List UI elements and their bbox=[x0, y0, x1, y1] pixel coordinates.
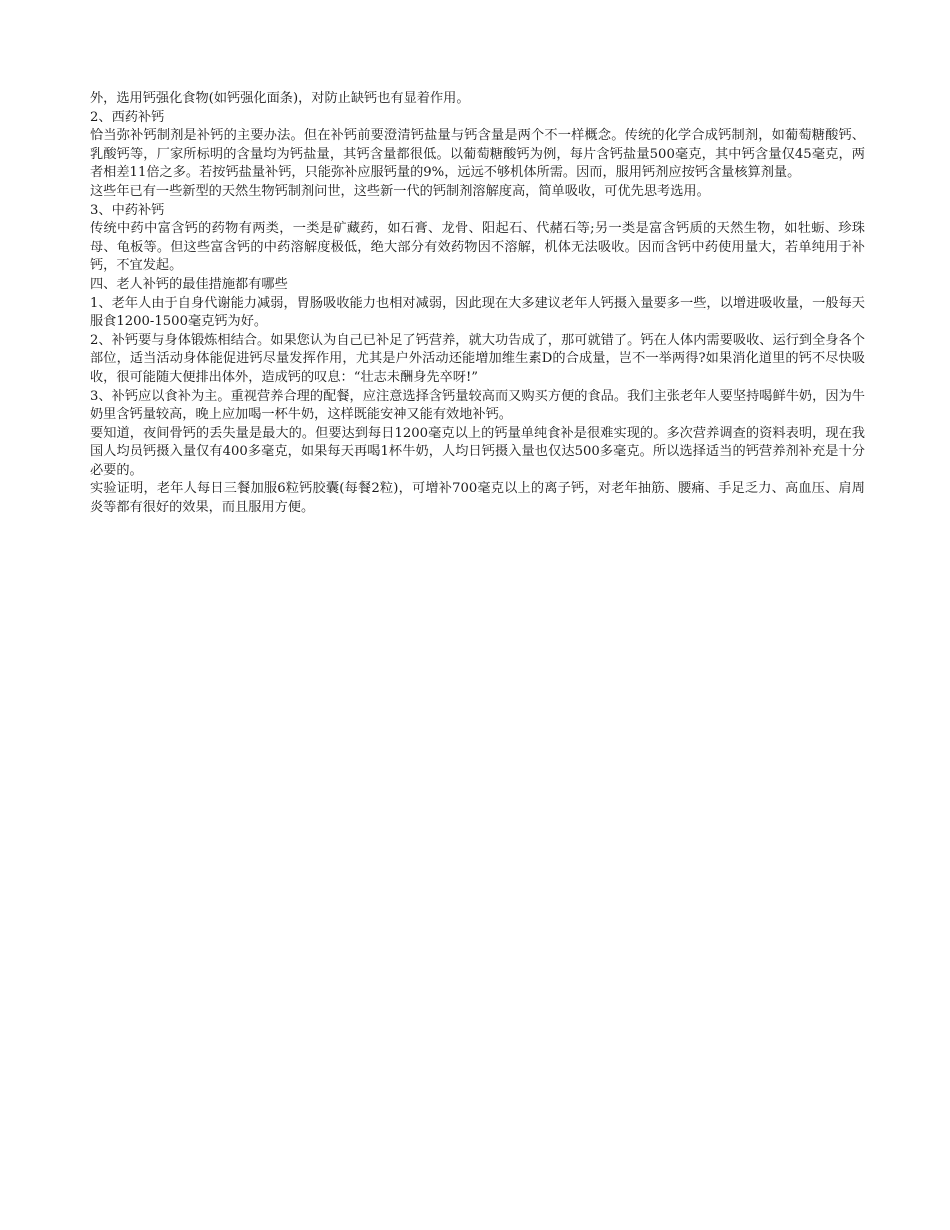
heading-elderly-calcium-measures: 四、老人补钙的最佳措施都有哪些 bbox=[90, 276, 288, 292]
paragraph-measure-3: 3、补钙应以食补为主。重视营养合理的配餐，应注意选择含钙量较高而又购买方便的食品。我们主张老年人要坚持喝鲜牛奶，因为牛奶里含钙量较高，晚上应加喝一杯牛奶，这样既能安神又能有效地补钙。 bbox=[90, 388, 865, 423]
paragraph-natural-bio-calcium: 这些年已有一些新型的天然生物钙制剂问世，这些新一代的钙制剂溶解度高，简单吸收，可优先思考选用。 bbox=[90, 183, 710, 199]
paragraph-calcium-preparations: 恰当弥补钙制剂是补钙的主要办法。但在补钙前要澄清钙盐量与钙含量是两个不一样概念。传统的化学合成钙制剂，如葡萄糖酸钙、乳酸钙等，厂家所标明的含量均为钙盐量，其钙含量都很低。以葡萄糖酸钙为例，每片含钙盐量500毫克，其中钙含量仅45毫克，两者相差11倍之多。若按钙盐量补钙，只能弥补应服钙量的9%，远远不够机体所需。因而，服用钙剂应按钙含量核算剂量。 bbox=[90, 128, 865, 181]
paragraph-measure-1: 1、老年人由于自身代谢能力减弱，胃肠吸收能力也相对减弱，因此现在大多建议老年人钙摄入量要多一些，以增进吸收量，一般每天服食1200-1500毫克钙为好。 bbox=[90, 295, 865, 330]
document-page bbox=[90, 90, 865, 518]
paragraph-experiment-proof: 实验证明，老年人每日三餐加服6粒钙胶囊(每餐2粒)，可增补700毫克以上的离子钙，对老年抽筋、腰痛、手足乏力、高血压、肩周炎等都有很好的效果，而且服用方便。 bbox=[90, 481, 865, 516]
heading-chinese-medicine-calcium: 3、中药补钙 bbox=[90, 202, 165, 218]
paragraph-measure-2: 2、补钙要与身体锻炼相结合。如果您认为自己已补足了钙营养，就大功告成了，那可就错了。钙在人体内需要吸收、运行到全身各个部位，适当活动身体能促进钙尽量发挥作用，尤其是户外活动还能增加维生素D的合成量，岂不一举两得?如果消化道里的钙不尽快吸收，很可能随大便排出体外，造成钙的叹息：“壮志未酬身先卒呀!” bbox=[90, 332, 865, 385]
paragraph-night-bone-loss: 要知道，夜间骨钙的丢失量是最大的。但要达到每日1200毫克以上的钙量单纯食补是很难实现的。多次营养调查的资料表明，现在我国人均员钙摄入量仅有400多毫克，如果每天再喝1杯牛奶，人均日钙摄入量也仅达500多毫克。所以选择适当的钙营养剂补充是十分必要的。 bbox=[90, 425, 865, 478]
paragraph-chinese-medicine: 传统中药中富含钙的药物有两类，一类是矿藏药，如石膏、龙骨、阳起石、代赭石等;另一类是富含钙质的天然生物，如牡蛎、珍珠母、龟板等。但这些富含钙的中药溶解度极低，绝大部分有效药物因不溶解，机体无法吸收。因而含钙中药使用量大，若单纯用于补钙，不宜发起。 bbox=[90, 221, 865, 274]
paragraph-fortified-food: 外，选用钙强化食物(如钙强化面条)，对防止缺钙也有显着作用。 bbox=[90, 91, 470, 106]
heading-western-medicine-calcium: 2、西药补钙 bbox=[90, 109, 165, 125]
